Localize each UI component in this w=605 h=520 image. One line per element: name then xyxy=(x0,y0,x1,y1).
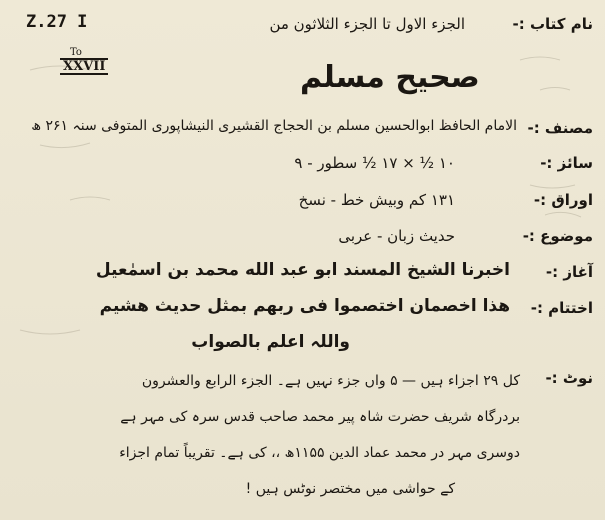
book-name-value xyxy=(269,14,465,33)
explicit-label xyxy=(531,298,593,317)
shelfmark xyxy=(26,12,87,32)
note-label-text: نوٹ :- xyxy=(545,369,593,387)
size-label-text: سائز :- xyxy=(540,154,593,172)
note-line-2-text: بردرگاہ شریف حضرت شاہ پیر محمد صاحب قدس سرہ کی مہر ہے xyxy=(120,409,520,425)
incipit-value-text: اخبرنا الشیخ المسند ابو عبد الله محمد بن اسمٰعیل xyxy=(95,260,510,280)
explicit-line1 xyxy=(100,296,510,316)
explicit-label-text: اختتام :- xyxy=(530,299,593,317)
subject-label xyxy=(523,226,593,245)
folios-label-text: اوراق :- xyxy=(533,191,593,209)
folios-value xyxy=(299,190,455,209)
incipit-value xyxy=(96,260,510,280)
book-name-label xyxy=(513,14,593,33)
subject-label-text: موضوع :- xyxy=(522,227,593,245)
explicit-line2-text: واللہ اعلم بالصواب xyxy=(191,332,350,352)
note-line-1-text: کل ۲۹ اجزاء ہیں — ۵ واں جزء نہیں ہے۔ الجزء الرابع والعشرون xyxy=(141,373,520,389)
explicit-line2 xyxy=(191,331,350,352)
author-value xyxy=(12,118,517,134)
note-label xyxy=(545,368,593,387)
note-line-4 xyxy=(246,478,455,497)
explicit-line1-text: ھذا اخصمان اختصموا فی ربھم بمثل حدیث ھشیم xyxy=(99,296,510,316)
note-line-2 xyxy=(120,406,520,425)
book-name-label-text: نام کتاب :- xyxy=(512,15,593,33)
note-line-4-text: کے حواشی میں مختصر نوٹس ہیں ! xyxy=(245,481,455,497)
book-title xyxy=(300,60,480,95)
shelfmark-to: To xyxy=(70,47,82,58)
size-label xyxy=(540,153,593,172)
subject-value xyxy=(338,226,455,245)
incipit-label-text: آغاز :- xyxy=(545,263,593,281)
note-line-3-text: دوسری مہر در محمد عماد الدین ۱۱۵۵ھ ،، کی ہے۔ تقریباً تمام اجزاء xyxy=(119,445,520,461)
book-name-value-text: الجزء الاول تا الجزء الثلاثون من xyxy=(269,15,465,33)
size-value-text: ۱۰ ½ × ۱۷ ½ سطور - ۹ xyxy=(294,154,455,172)
folios-value-text: ۱۳۱ کم وبیش خط - نسخ xyxy=(298,191,455,209)
book-title-text: صحیح مسلم xyxy=(300,60,480,95)
note-line-1 xyxy=(142,370,520,389)
folios-label xyxy=(534,190,593,209)
author-label xyxy=(527,118,593,137)
shelfmark-roman-wrap xyxy=(60,55,108,75)
author-value-text: الامام الحافظ ابوالحسین مسلم بن الحجاج القشیری النیشاپوری المتوفی سنہ ۲۶۱ ھ xyxy=(31,118,517,134)
subject-value-text: حدیث زبان - عربی xyxy=(338,227,455,245)
author-label-text: مصنف :- xyxy=(527,119,593,137)
size-value xyxy=(294,153,455,172)
shelfmark-roman: XXVII xyxy=(60,58,108,75)
shelfmark-main: Z.27 I xyxy=(26,12,88,32)
incipit-label xyxy=(546,262,593,281)
note-line-3 xyxy=(119,442,520,461)
